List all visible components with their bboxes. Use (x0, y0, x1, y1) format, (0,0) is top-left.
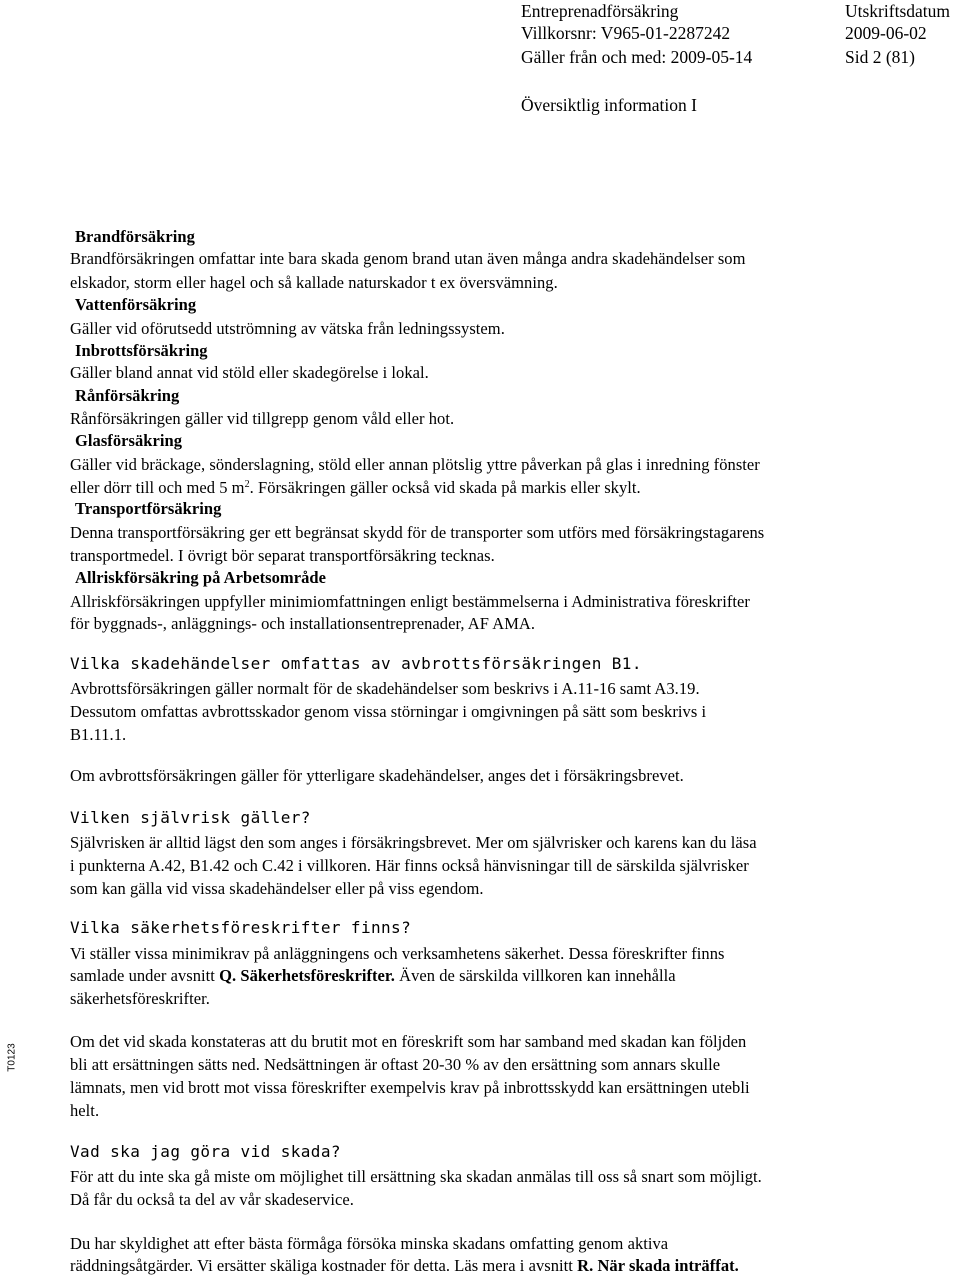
question-sakerhet: Vilka säkerhetsföreskrifter finns? (70, 918, 412, 937)
paragraph-line: Brandförsäkringen omfattar inte bara skada genom brand utan även många andra skadehändelser som (70, 249, 746, 268)
heading-ranforsakring: Rånförsäkring (75, 386, 180, 405)
question-skada: Vad ska jag göra vid skada? (70, 1142, 341, 1161)
header-valid-from: Gäller från och med: 2009-05-14 (521, 47, 753, 67)
paragraph-line: som kan gälla vid vissa skadehändelser eller på viss egendom. (70, 879, 484, 898)
paragraph-line: Gäller bland annat vid stöld eller skadegörelse i lokal. (70, 363, 429, 382)
paragraph-line: elskador, storm eller hagel och så kallade naturskador t ex översvämning. (70, 273, 558, 292)
paragraph-line: Gäller vid oförutsedd utströmning av vätska från ledningssystem. (70, 319, 505, 338)
header-print-date: 2009-06-02 (845, 23, 927, 43)
side-code: T0123 (6, 1043, 18, 1072)
skada-text-pre: räddningsåtgärder. Vi ersätter skäliga kostnader för detta. Läs mera i avsnitt (70, 1256, 578, 1275)
paragraph-line (70, 477, 641, 499)
superscript-2: 2 (244, 479, 250, 490)
paragraph-line: Rånförsäkringen gäller vid tillgrepp genom våld eller hot. (70, 409, 455, 428)
paragraph-line: Då får du också ta del av vår skadeservice. (70, 1190, 354, 1209)
sakerhet-text-post: Även de särskilda villkoren kan innehålla (394, 966, 676, 985)
heading-brandforsakring: Brandförsäkring (75, 227, 195, 246)
question-sjalvrisk: Vilken självrisk gäller? (70, 808, 311, 827)
paragraph-line: säkerhetsföreskrifter. (70, 989, 210, 1008)
paragraph-line: Denna transportförsäkring ger ett begränsat skydd för de transporter som utförs med försäkringstagarens (70, 523, 765, 542)
heading-allriskforsakring: Allriskförsäkring på Arbetsområde (75, 568, 326, 587)
paragraph-line: Om avbrottsförsäkringen gäller för ytterligare skadehändelser, anges det i försäkringsbrevet. (70, 766, 684, 785)
paragraph-line: Du har skyldighet att efter bästa förmåga försöka minska skadans omfatting genom aktiva (70, 1234, 669, 1253)
header-policy-number: Villkorsnr: V965-01-2287242 (521, 23, 731, 43)
paragraph-line: lämnats, men vid brott mot vissa föreskrifter exempelvis krav på inbrottsskydd kan ersättningen utebli (70, 1078, 750, 1097)
header-product: Entreprenadförsäkring (521, 1, 679, 21)
paragraph-line: Avbrottsförsäkringen gäller normalt för de skadehändelser som beskrivs i A.11-16 samt A3.19. (70, 679, 700, 698)
paragraph-line (70, 965, 676, 987)
paragraph-line: i punkterna A.42, B1.42 och C.42 i villkoren. Här finns också hänvisningar till de särskilda självrisker (70, 856, 749, 875)
reference-section-q: Q. Säkerhetsföreskrifter. (219, 966, 395, 985)
header-print-date-label: Utskriftsdatum (845, 1, 950, 21)
paragraph-line: för byggnads-, anläggnings- och installationsentreprenader, AF AMA. (70, 614, 536, 633)
paragraph-line: Gäller vid bräckage, sönderslagning, stöld eller annan plötslig yttre påverkan på glas i inredning fönster (70, 455, 760, 474)
paragraph-line: För att du inte ska gå miste om möjlighet till ersättning ska skadan anmälas till oss så snart som möjligt. (70, 1167, 762, 1186)
glas-text-pre: eller dörr till och med 5 m (70, 478, 245, 497)
paragraph-line: Om det vid skada konstateras att du brutit mot en föreskrift som har samband med skadan kan följden (70, 1032, 747, 1051)
page-title: Översiktlig information I (521, 95, 697, 115)
paragraph-line: transportmedel. I övrigt bör separat transportförsäkring tecknas. (70, 546, 495, 565)
paragraph-line: Allriskförsäkringen uppfyller minimiomfattningen enligt bestämmelserna i Administrativa föreskrifter (70, 592, 750, 611)
sakerhet-text-pre: samlade under avsnitt (70, 966, 220, 985)
paragraph-line: Självrisken är alltid lägst den som anges i försäkringsbrevet. Mer om självrisker och karens kan du läsa (70, 833, 757, 852)
heading-glasforsakring: Glasförsäkring (75, 431, 183, 450)
paragraph-line: bli att ersättningen sätts ned. Nedsättningen är oftast 20-30 % av den ersättning som annars skulle (70, 1055, 721, 1074)
paragraph-line: B1.11.1. (70, 725, 127, 744)
paragraph-line: Dessutom omfattas avbrottsskador genom vissa störningar i omgivningen på sätt som beskrivs i (70, 702, 707, 721)
header-page-number: Sid 2 (81) (845, 47, 915, 67)
heading-transportforsakring: Transportförsäkring (75, 499, 222, 518)
paragraph-line (70, 1255, 739, 1277)
paragraph-line: helt. (70, 1101, 100, 1120)
reference-section-r: R. När skada inträffat. (577, 1256, 739, 1275)
glas-text-post: . Försäkringen gäller också vid skada på markis eller skylt. (249, 478, 641, 497)
heading-inbrottsforsakring: Inbrottsförsäkring (75, 341, 208, 360)
heading-vattenforsakring: Vattenförsäkring (75, 295, 197, 314)
question-avbrott: Vilka skadehändelser omfattas av avbrottsförsäkringen B1. (70, 654, 642, 673)
paragraph-line: Vi ställer vissa minimikrav på anläggningens och verksamhetens säkerhet. Dessa föreskrifter finns (70, 944, 725, 963)
